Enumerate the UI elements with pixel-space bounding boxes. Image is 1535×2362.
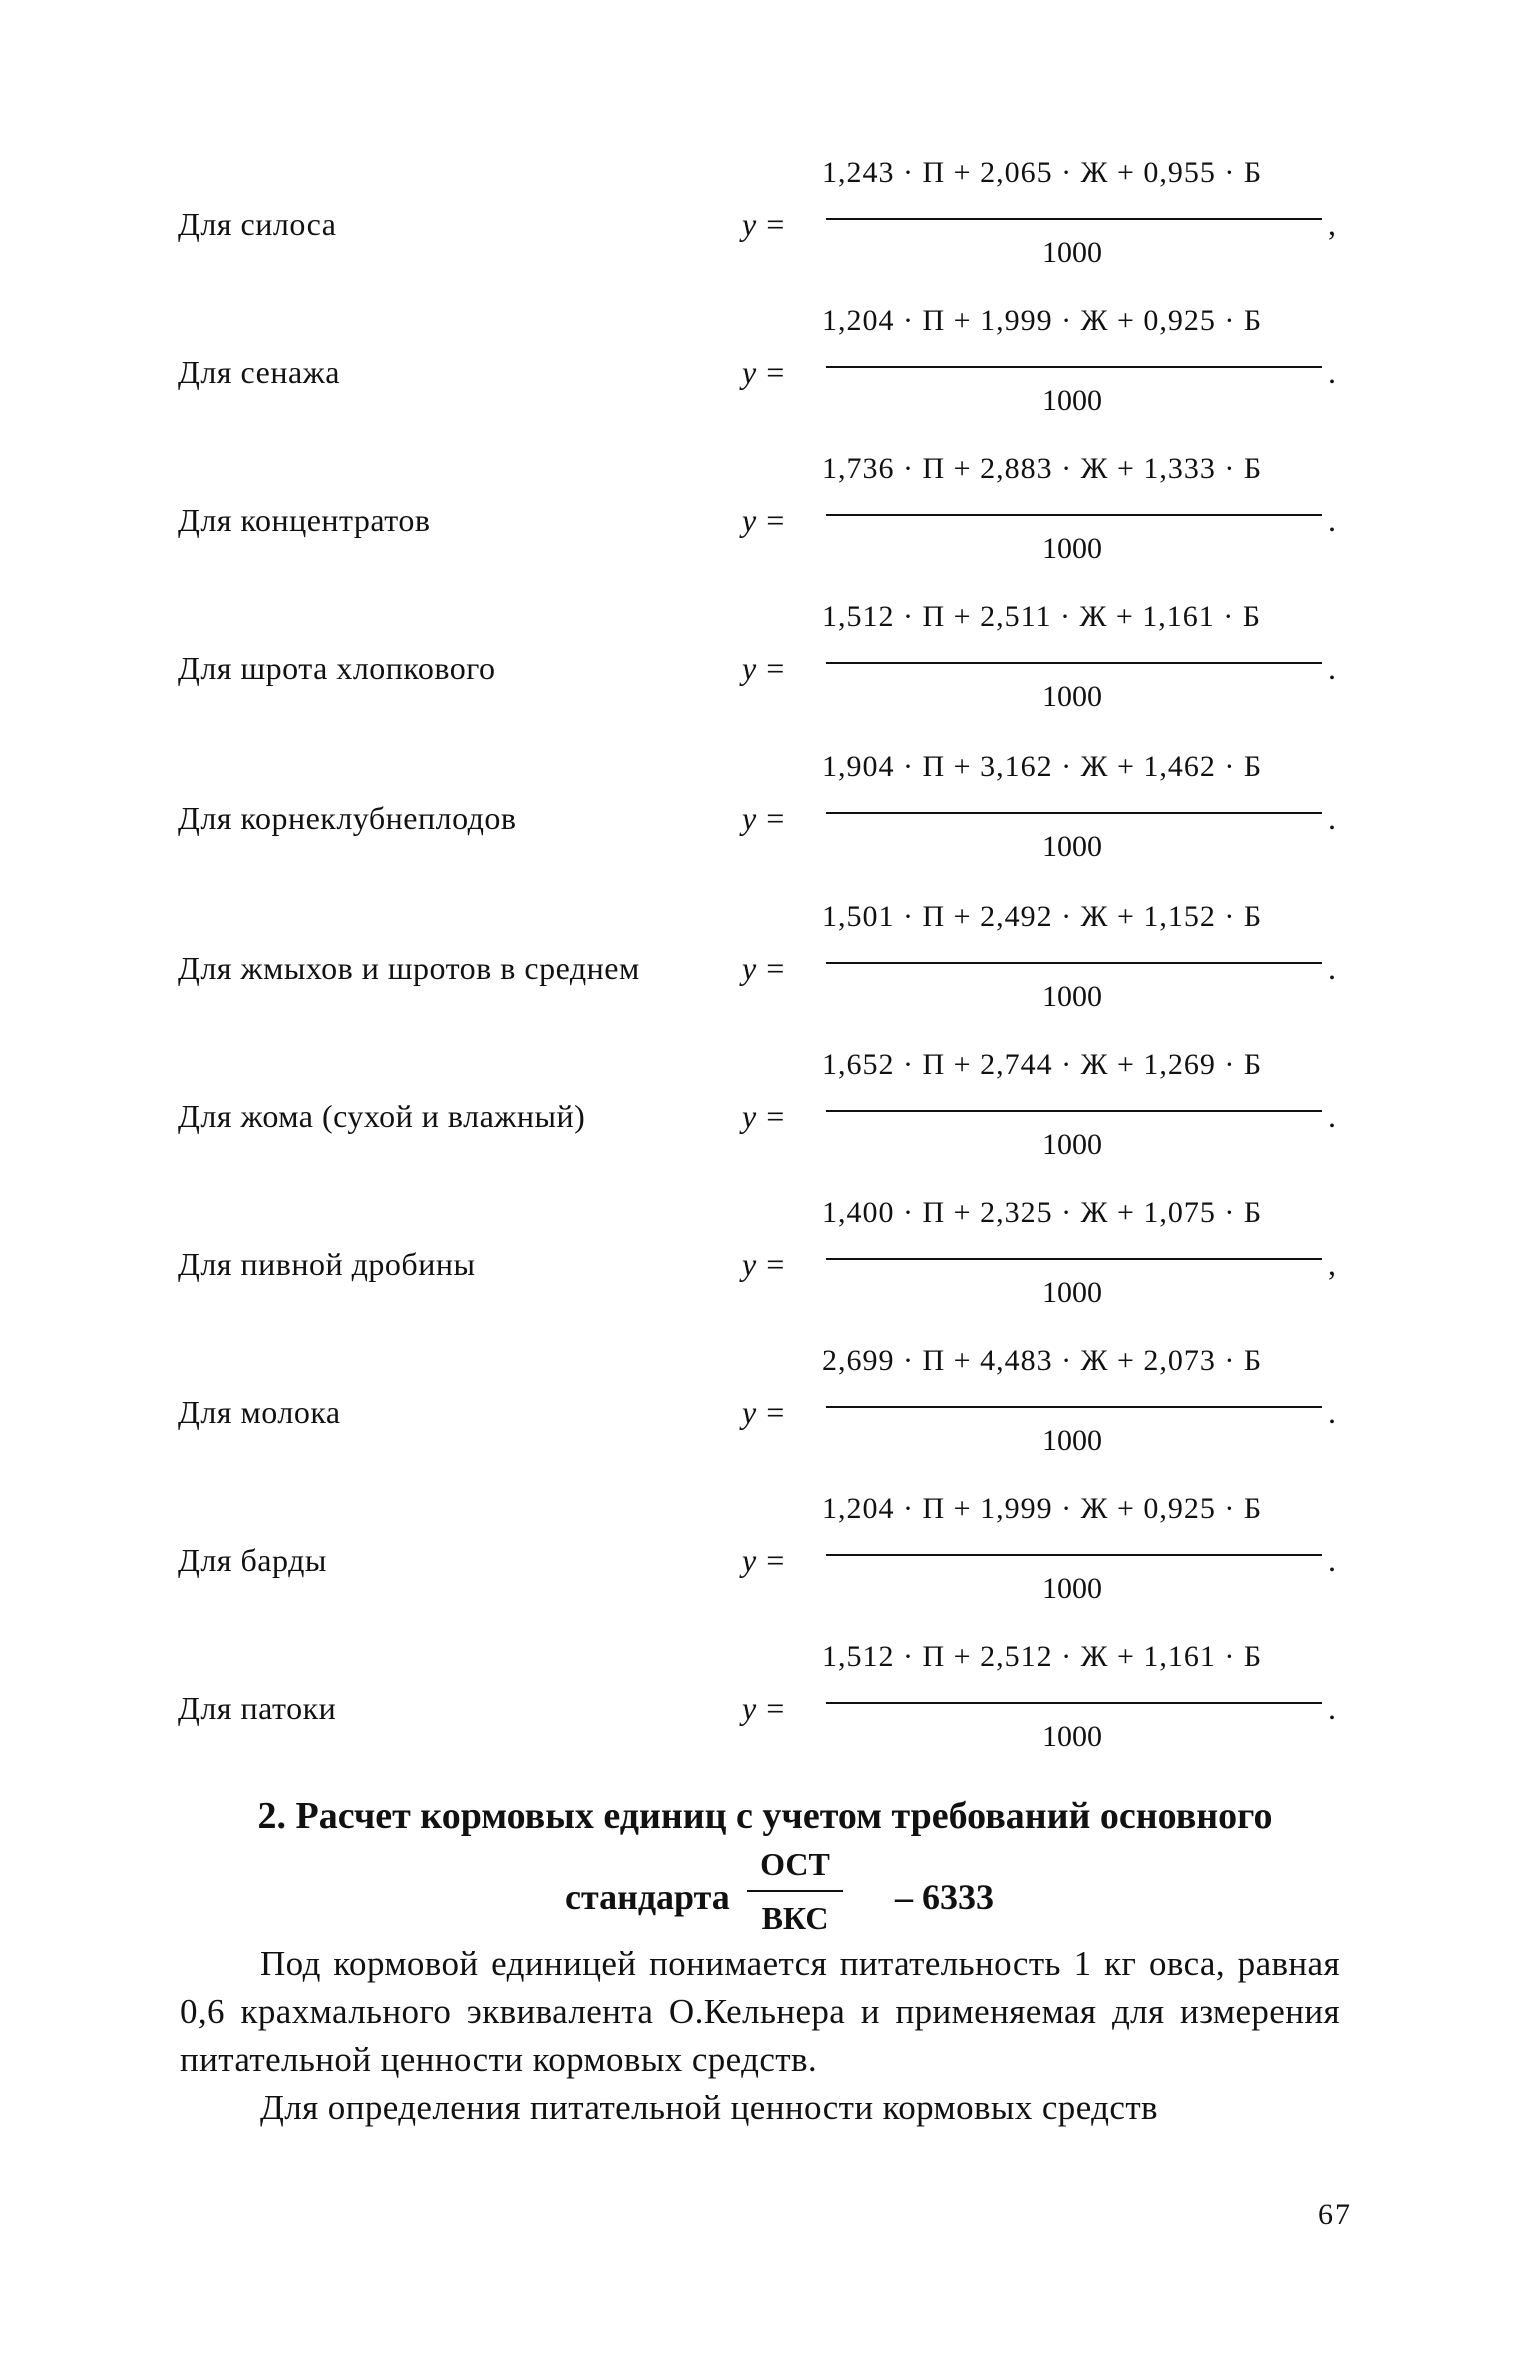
formula-punct: . <box>1328 950 1336 986</box>
paragraph: Для определения питательной ценности кормовых средств <box>260 2088 1158 2127</box>
formula-denominator: 1000 <box>1042 1128 1102 1161</box>
formula-y: у = <box>742 1542 786 1578</box>
formula-row <box>0 444 1535 594</box>
formula-numerator: 1,204 · П + 1,999 · Ж + 0,925 · Б <box>822 304 1263 337</box>
fraction-bar <box>826 1406 1322 1408</box>
fraction-bar <box>826 662 1322 664</box>
fraction-bar <box>826 1554 1322 1556</box>
formula-row <box>0 1040 1535 1190</box>
fraction-bar <box>826 1258 1322 1260</box>
fraction-bar <box>826 962 1322 964</box>
formula-denominator: 1000 <box>1042 980 1102 1013</box>
formula-row <box>0 592 1535 742</box>
formula-denominator: 1000 <box>1042 680 1102 713</box>
fraction-bar <box>826 218 1322 220</box>
formula-denominator: 1000 <box>1042 236 1102 269</box>
fraction-bottom: ВКС <box>761 1900 829 1936</box>
formula-denominator: 1000 <box>1042 1276 1102 1309</box>
formula-y: у = <box>742 800 786 836</box>
formula-row <box>0 742 1535 892</box>
formula-label: Для сенажа <box>178 354 340 390</box>
formula-numerator: 2,699 · П + 4,483 · Ж + 2,073 · Б <box>822 1344 1263 1377</box>
formula-row <box>0 1484 1535 1634</box>
formula-y: у = <box>742 1690 786 1726</box>
formula-label: Для жмыхов и шротов в среднем <box>178 950 640 986</box>
formula-label: Для барды <box>178 1542 327 1578</box>
formula-numerator: 1,736 · П + 2,883 · Ж + 1,333 · Б <box>822 452 1263 485</box>
formula-y: у = <box>742 1394 786 1430</box>
formula-denominator: 1000 <box>1042 384 1102 417</box>
formula-label: Для силоса <box>178 206 337 242</box>
formula-numerator: 1,512 · П + 2,512 · Ж + 1,161 · Б <box>822 1640 1263 1673</box>
formula-y: у = <box>742 1246 786 1282</box>
formula-punct: . <box>1328 1394 1336 1430</box>
fraction-bar <box>826 1702 1322 1704</box>
formula-y: у = <box>742 502 786 538</box>
formula-label: Для шрота хлопкового <box>178 650 496 686</box>
body-text <box>180 1940 1340 2132</box>
formula-numerator: 1,400 · П + 2,325 · Ж + 1,075 · Б <box>822 1196 1263 1229</box>
fraction-top: ОСТ <box>760 1846 830 1882</box>
formula-label: Для жома (сухой и влажный) <box>178 1098 586 1134</box>
fraction-bar <box>826 812 1322 814</box>
formula-y: у = <box>742 354 786 390</box>
formula-punct: . <box>1328 1098 1336 1134</box>
paragraph: Под кормовой единицей понимается питательность 1 кг овса, равная 0,6 крахмального эквивалента О.Кельнера и применяемая для измерения питательной ценности кормовых средств. <box>180 1944 1340 2079</box>
formula-punct: . <box>1328 1542 1336 1578</box>
formula-numerator: 1,652 · П + 2,744 · Ж + 1,269 · Б <box>822 1048 1263 1081</box>
formula-numerator: 1,501 · П + 2,492 · Ж + 1,152 · Б <box>822 900 1263 933</box>
formula-denominator: 1000 <box>1042 830 1102 863</box>
formula-punct: . <box>1328 650 1336 686</box>
formula-y: у = <box>742 206 786 242</box>
formula-numerator: 1,204 · П + 1,999 · Ж + 0,925 · Б <box>822 1492 1263 1525</box>
formula-row <box>0 892 1535 1042</box>
formula-y: у = <box>742 1098 786 1134</box>
formula-row <box>0 1632 1535 1782</box>
page-number: 67 <box>1318 2198 1352 2231</box>
formula-y: у = <box>742 950 786 986</box>
formula-row <box>0 296 1535 446</box>
formula-numerator: 1,904 · П + 3,162 · Ж + 1,462 · Б <box>822 750 1263 783</box>
formula-numerator: 1,512 · П + 2,511 · Ж + 1,161 · Б <box>822 600 1261 633</box>
fraction-bar <box>826 514 1322 516</box>
formula-label: Для пивной дробины <box>178 1246 476 1282</box>
formula-denominator: 1000 <box>1042 532 1102 565</box>
formula-row <box>0 1336 1535 1486</box>
fraction-bar <box>826 1110 1322 1112</box>
formula-denominator: 1000 <box>1042 1720 1102 1753</box>
formula-denominator: 1000 <box>1042 1424 1102 1457</box>
fraction-bar <box>747 1890 843 1892</box>
formula-punct: . <box>1328 502 1336 538</box>
formula-label: Для молока <box>178 1394 341 1430</box>
section-heading: 2. Расчет кормовых единиц с учетом требований основного <box>257 1795 1273 1837</box>
formula-punct: . <box>1328 1690 1336 1726</box>
formula-punct: . <box>1328 800 1336 836</box>
formula-label: Для корнеклубнеплодов <box>178 800 517 836</box>
standard-code: – 6333 <box>895 1877 994 1917</box>
formula-punct: , <box>1328 206 1336 242</box>
formula-punct: . <box>1328 354 1336 390</box>
formula-row <box>0 1188 1535 1338</box>
formula-label: Для концентратов <box>178 502 431 538</box>
formula-label: Для патоки <box>178 1690 337 1726</box>
formula-y: у = <box>742 650 786 686</box>
standard-word: стандарта <box>565 1877 730 1917</box>
fraction-bar <box>826 366 1322 368</box>
formula-punct: , <box>1328 1246 1336 1282</box>
formula-numerator: 1,243 · П + 2,065 · Ж + 0,955 · Б <box>822 156 1263 189</box>
formula-denominator: 1000 <box>1042 1572 1102 1605</box>
formula-row <box>0 148 1535 298</box>
